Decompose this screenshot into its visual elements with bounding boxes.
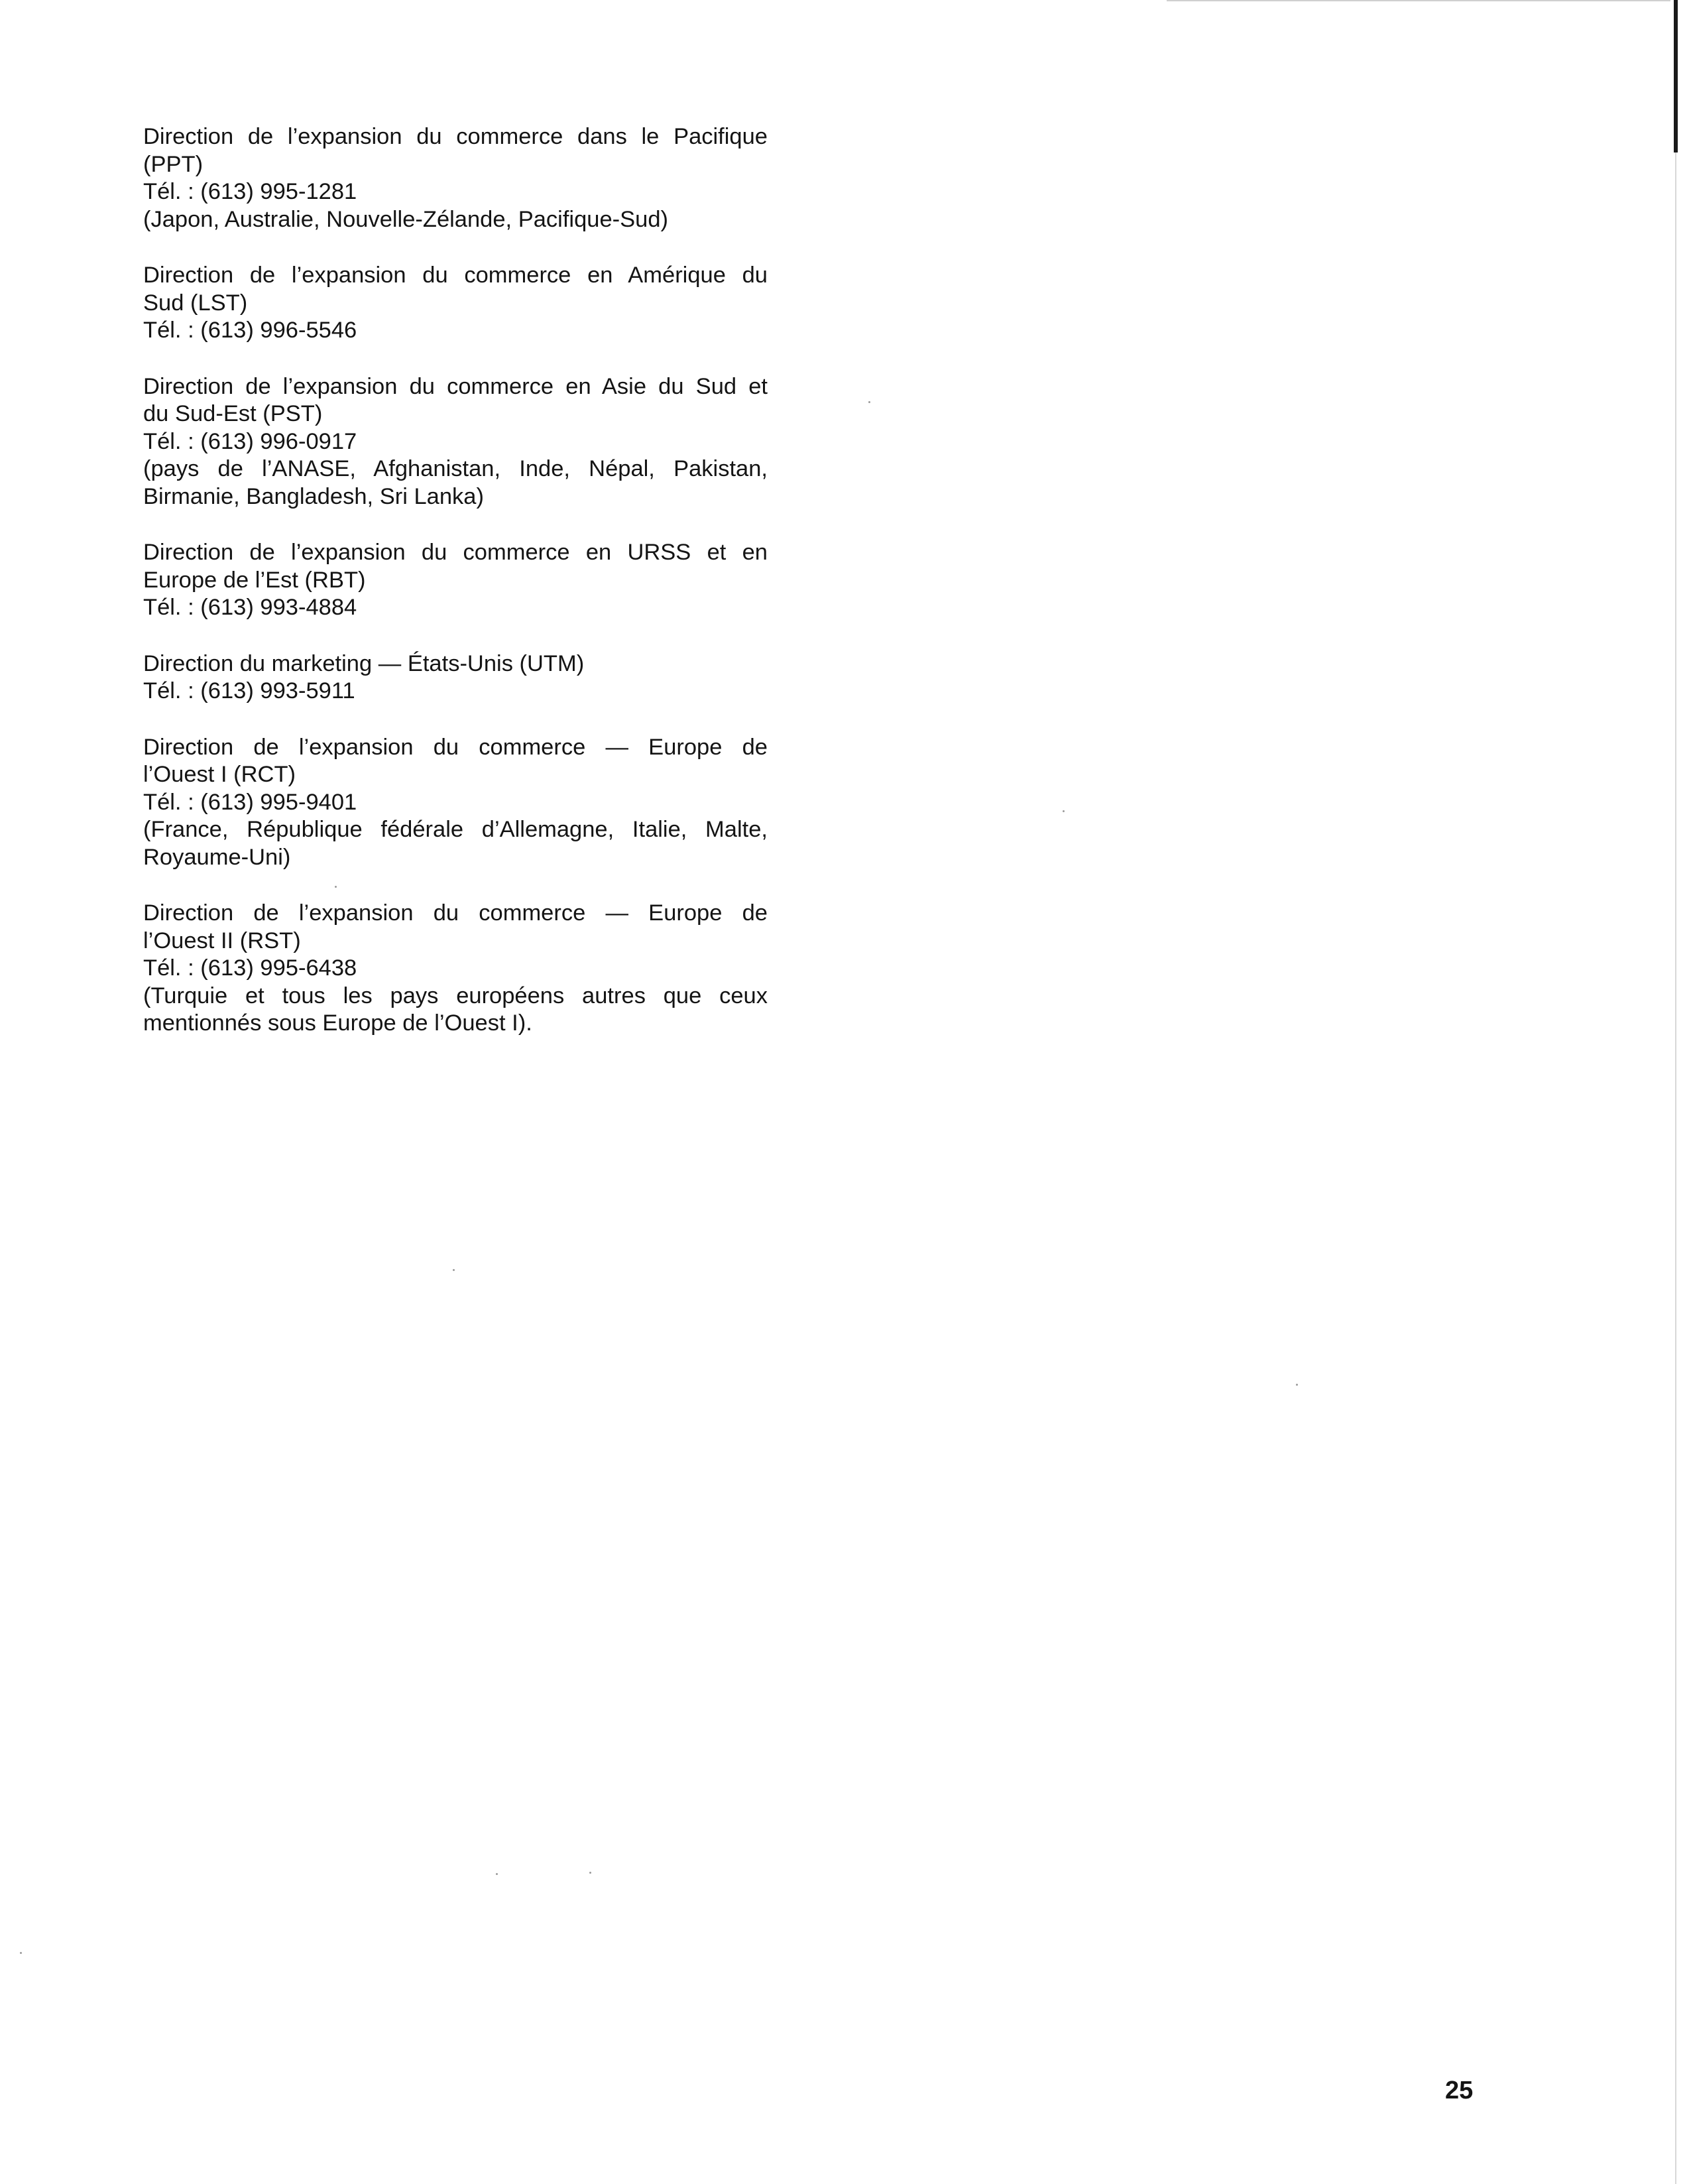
scan-edge-mark xyxy=(1674,0,1678,152)
entry-note: (Turquie et tous les pays européens autres que ceux xyxy=(143,983,768,1008)
entry-title: Direction de l’expansion du commerce dans le Pacifique xyxy=(143,124,768,149)
scan-speck xyxy=(453,1269,455,1271)
scan-speck xyxy=(335,886,337,888)
entry-title: Direction de l’expansion du commerce en Amérique du xyxy=(143,263,768,288)
entry-title: Direction de l’expansion du commerce en URSS et en xyxy=(143,540,768,565)
directory-column xyxy=(143,123,768,1066)
entry-phone: Tél. : (613) 996-0917 xyxy=(143,428,357,454)
entry-rct xyxy=(143,734,768,872)
scan-speck xyxy=(1063,810,1065,812)
entry-phone: Tél. : (613) 993-5911 xyxy=(143,678,355,703)
entry-phone: Tél. : (613) 995-1281 xyxy=(143,179,357,204)
entry-pst xyxy=(143,373,768,511)
entry-rst xyxy=(143,900,768,1038)
entry-title: Direction de l’expansion du commerce — Europe de xyxy=(143,734,768,760)
entry-lst xyxy=(143,262,768,345)
entry-title: Direction de l’expansion du commerce — Europe de xyxy=(143,900,768,926)
entry-note-cont: Royaume-Uni) xyxy=(143,844,291,870)
scan-speck xyxy=(868,401,870,403)
entry-note-cont: mentionnés sous Europe de l’Ouest I). xyxy=(143,1010,532,1036)
entry-title-cont: (PPT) xyxy=(143,151,204,177)
entry-phone: Tél. : (613) 995-6438 xyxy=(143,955,357,981)
entry-title-cont: l’Ouest I (RCT) xyxy=(143,762,296,787)
entry-title: Direction du marketing — États-Unis (UTM) xyxy=(143,650,585,676)
entry-title-cont: l’Ouest II (RST) xyxy=(143,928,301,953)
page-number: 25 xyxy=(1445,2077,1474,2104)
entry-note: (pays de l’ANASE, Afghanistan, Inde, Népal, Pakistan, xyxy=(143,456,768,481)
entry-utm xyxy=(143,650,768,705)
entry-title-cont: Sud (LST) xyxy=(143,290,248,316)
scan-speck xyxy=(589,1872,591,1874)
entry-title-cont: Europe de l’Est (RBT) xyxy=(143,567,366,593)
entry-phone: Tél. : (613) 996-5546 xyxy=(143,318,357,343)
scan-edge-line xyxy=(1675,152,1676,2184)
entry-ppt xyxy=(143,123,768,233)
entry-note-cont: Birmanie, Bangladesh, Sri Lanka) xyxy=(143,483,484,509)
entry-title: Direction de l’expansion du commerce en Asie du Sud et xyxy=(143,373,768,399)
entry-title-cont: du Sud-Est (PST) xyxy=(143,401,323,426)
entry-note: (Japon, Australie, Nouvelle-Zélande, Pacifique-Sud) xyxy=(143,206,669,232)
scan-speck xyxy=(1296,1384,1298,1386)
scan-speck xyxy=(20,1952,22,1954)
entry-phone: Tél. : (613) 993-4884 xyxy=(143,595,357,620)
entry-note: (France, République fédérale d’Allemagne, Italie, Malte, xyxy=(143,817,768,842)
entry-phone: Tél. : (613) 995-9401 xyxy=(143,789,357,815)
entry-rbt xyxy=(143,539,768,622)
scan-top-rule xyxy=(1167,0,1670,1)
scan-speck xyxy=(496,1873,498,1875)
